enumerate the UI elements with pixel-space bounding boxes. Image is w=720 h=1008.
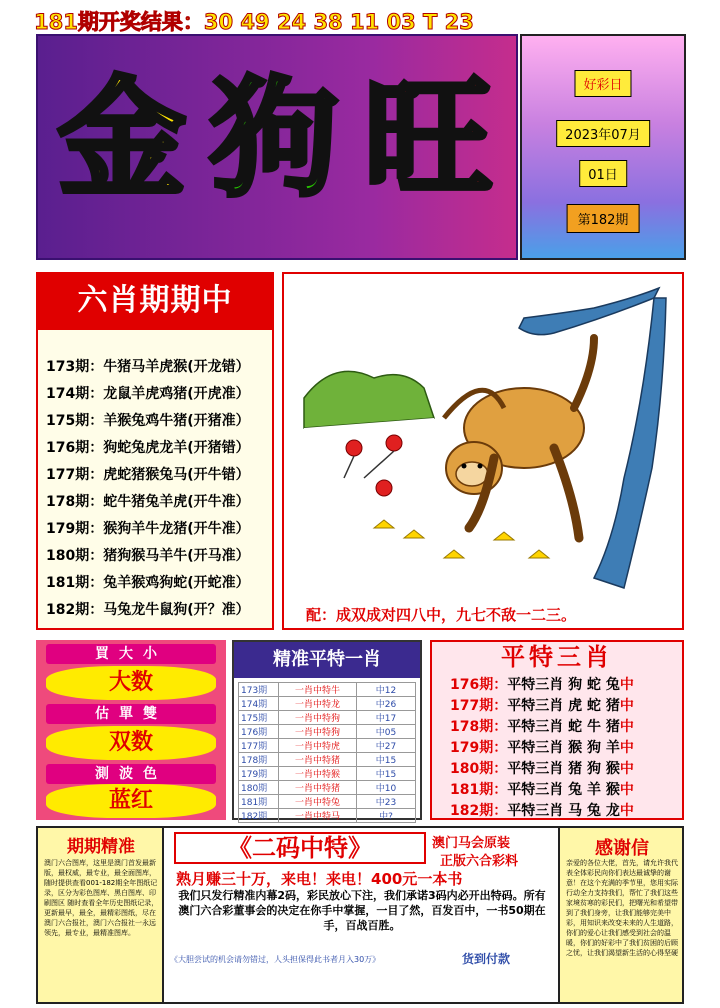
six-zodiac-list [38,328,272,628]
footer-note: 《大胆尝试的机会请勿错过，人头担保得此书者月入30万》 [170,955,381,964]
list-item: 174期：龙鼠羊虎鸡猪(开虎准） [46,386,250,402]
date-box [520,34,686,260]
period-cell: 176期 [239,725,279,739]
result-cell: 中? [357,809,416,823]
year-month-tag: 2023年07月 [556,120,650,147]
list-item: 178期：蛇牛猪兔羊虎(开牛准） [46,494,250,510]
list-item [450,674,634,694]
list-item: 175期：羊猴兔鸡牛猪(开猪准） [46,413,250,429]
table-row [239,725,416,739]
tip-cell: 一肖中特狗 [279,711,357,725]
table-row [239,795,416,809]
color-value: 蓝红 [46,784,216,818]
monkey-illustration [294,278,674,598]
tip-cell: 一肖中特龙 [279,697,357,711]
thank-you-title: 感谢信 [595,838,649,859]
six-zodiac-title: 六肖期期中 [38,274,272,328]
list-item [450,695,634,715]
result-text: 中 [619,677,634,693]
table-row [239,767,416,781]
table-row [239,711,416,725]
cash-on-delivery-label: 货到付款 [462,952,511,966]
tip-text: 平特三肖 狗 蛇 兔 [507,677,620,693]
footer-slogan: 熟月赚三十万，来电！来电！400元一本书 [176,870,463,888]
list-item: 177期：虎蛇猪猴兔马(开牛错） [46,467,250,483]
footer-ad [36,826,684,1004]
table-row [239,697,416,711]
list-item [450,758,634,778]
title-banner [36,34,518,260]
result-text: 中 [619,719,634,735]
result-text: 中 [619,782,634,798]
size-parity-color-box [36,640,226,820]
result-cell: 中23 [357,795,416,809]
period-label: 181期： [450,782,508,798]
period-cell: 181期 [239,795,279,809]
tip-text: 平特三肖 猪 狗 猴 [507,761,620,777]
title-char-1: 金 [58,65,187,214]
three-zodiac-box [430,640,684,820]
three-zodiac-title: 平特三肖 [501,643,613,671]
thank-you-text: 亲爱的各位大佬，首先，请允许我代表全体彩民向你们表达最诚挚的谢意！在这个充满的季节里，您用实际行动全力支持我们，帮忙了我们这些家境贫寒的彩民们，把曙光和希望带到了我们身旁，让我们能够完美中彩，用知识来改变未来的人生道路，你们的爱心让我们感受到社会的温暖，你们的好彩中了我们贫困的后顾之忧，让我们渴望新生活的心得坚硬 [566,859,678,957]
lottery-result-bar [0,0,720,34]
precise-one-zodiac-title: 精准平特一肖 [234,642,420,678]
day-tag: 01日 [579,160,627,187]
issue-tag: 第182期 [567,204,640,233]
tip-text: 平特三肖 兔 羊 猴 [507,782,620,798]
list-item [450,779,634,799]
list-item: 173期：牛猪马羊虎猴(开龙错） [46,359,250,375]
period-cell: 173期 [239,683,279,697]
picture-caption: 配：成双成对四八中，九七不敌一二三。 [306,606,577,624]
footer-left-column [38,828,164,1002]
tip-cell: 一肖中特狗 [279,725,357,739]
period-label: 179期： [450,740,508,756]
footer-left-title: 期期精准 [67,837,135,857]
picture-panel [282,272,684,630]
parity-heading: 估單雙 [46,704,216,724]
footer-right-column [558,828,682,1002]
tip-cell: 一肖中特猪 [279,781,357,795]
period-label: 177期： [450,698,508,714]
list-item: 181期：兔羊猴鸡狗蛇(开蛇准） [46,575,250,591]
tip-text: 平特三肖 虎 蛇 猪 [507,698,620,714]
size-heading: 買大小 [46,644,216,664]
table-row [239,739,416,753]
title-char-2: 狗 [210,65,339,214]
tip-cell: 一肖中特马 [279,809,357,823]
result-text: 中 [619,740,634,756]
period-cell: 179期 [239,767,279,781]
color-heading: 測波色 [46,764,216,784]
result-cell: 中12 [357,683,416,697]
result-text: 中 [619,761,634,777]
period-cell: 177期 [239,739,279,753]
table-row [239,781,416,795]
result-cell: 中15 [357,767,416,781]
list-item: 180期：猪狗猴马羊牛(开马准） [46,548,250,564]
period-label: 182期： [450,803,508,819]
precise-one-zodiac-box [232,640,422,820]
table-row [239,683,416,697]
list-item: 179期：猴狗羊牛龙猪(开牛准） [46,521,250,537]
lottery-result-text: 181期开奖结果：30 49 24 38 11 03 T 23 [34,10,474,34]
table-row [239,809,416,823]
list-item: 176期：狗蛇兔虎龙羊(开猪错） [46,440,250,456]
publisher-line-2: 正版六合彩料 [440,854,519,869]
footer-left-text: 澳门六合图库，这里是澳门首发最新版，最权威，最专业，最全面图库，随时提供查看001-182期全年图纸记录，区分为彩色图库、黑白图库、印刷图区 随时查看全年历史图纸记录，更新最早，最全，最精彩图纸，尽在澳门六合报社，澳门六合报社一永远领先，最专业，最精准图库。 [44,859,159,937]
result-cell: 中17 [357,711,416,725]
table-row [239,753,416,767]
tip-text: 平特三肖 猴 狗 羊 [507,740,620,756]
parity-value: 双数 [46,726,216,760]
period-label: 178期： [450,719,508,735]
precise-one-zodiac-table [238,682,416,823]
result-cell: 中27 [357,739,416,753]
result-cell: 中26 [357,697,416,711]
tip-cell: 一肖中特猪 [279,753,357,767]
six-zodiac-panel [36,272,274,630]
result-text: 中 [619,803,634,819]
tip-cell: 一肖中特兔 [279,795,357,809]
tip-text: 平特三肖 马 兔 龙 [507,803,620,819]
list-item [450,800,634,820]
tip-text: 平特三肖 蛇 牛 猪 [507,719,620,735]
period-label: 176期： [450,677,508,693]
footer-body-text: 我们只发行精准内幕2码，彩民放心下注，我们承诺3码内必开出特码。所有澳门六合彩董事会的决定在你手中掌握，一目了然，百发百中，一书50期在手，百战百胜。 [178,889,546,932]
list-item [450,737,634,757]
list-item [450,716,634,736]
title-char-3: 旺 [364,65,493,214]
tip-cell: 一肖中特虎 [279,739,357,753]
period-cell: 175期 [239,711,279,725]
period-cell: 182期 [239,809,279,823]
period-cell: 180期 [239,781,279,795]
result-cell: 中05 [357,725,416,739]
publisher-line-1: 澳门马会原装 [432,836,511,851]
period-cell: 174期 [239,697,279,711]
size-value: 大数 [46,666,216,700]
two-code-headline: 《二码中特》 [174,832,426,864]
result-cell: 中15 [357,753,416,767]
footer-middle-column [166,828,556,1002]
tip-cell: 一肖中特牛 [279,683,357,697]
period-cell: 178期 [239,753,279,767]
result-cell: 中10 [357,781,416,795]
list-item: 182期：马兔龙牛鼠狗(开？准） [46,602,250,618]
lucky-day-tag: 好彩日 [574,70,631,97]
tip-cell: 一肖中特猴 [279,767,357,781]
period-label: 180期： [450,761,508,777]
result-text: 中 [619,698,634,714]
